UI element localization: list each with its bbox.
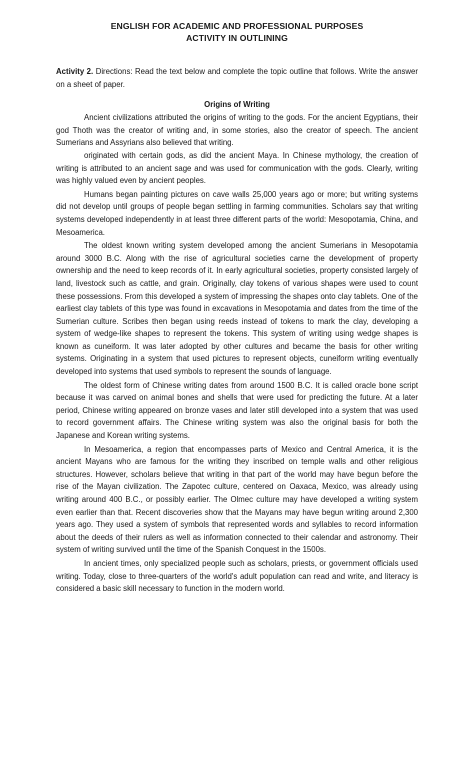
paragraph-1: Ancient civilizations attributed the origins of writing to the gods. For the ancient Egyptians, their god Thoth was the creator of writing and, in some stories, also the creator of speech. The ancient Sumerians and Assyrians also believed that writing.: [56, 113, 418, 148]
activity-directions: [56, 66, 418, 91]
paragraph-6: In Mesoamerica, a region that encompasses parts of Mexico and Central America, it is the ancient Mayans who are famous for the writing they inscribed on temple walls and other religious structures. However, scholars believe that writing in that part of the world may have begun before the rise of the Mayan civilization. The Zapotec culture, centered on Oaxaca, Mexico, was already using writing around 400 B.C., or possibly earlier. The Olmec culture may have developed a writing system even earlier than that. Recent discoveries show that the Mayans may have begun writing around 2,300 years ago. They used a system of symbols that represented words and syllables to record information about the deeds of their rulers as well as information connected to their calendar and astronomy. Their system of writing survived until the time of the Spanish Conquest in the 1500s.: [56, 444, 418, 555]
paragraph-4: The oldest known writing system developed among the ancient Sumerians in Mesopotamia around 3000 B.C. Along with the rise of agricultural societies carne the development of property ownership and the need to keep records of it. In early agricultural societies, property consisted largely of land, livestock such as cattle, and grain. Originally, clay tokens of various shapes were used to count these possessions. From this developed a system of impressing the shapes onto clay tablets. One of the earliest clay tablets of this type was found in excavations in Mesopotamia and dates from the time of the Sumerian culture. Scribes then began using reeds instead of tokens to mark the clay, developing a system of wedge-like shapes to represent the tokens. This system of writing using wedge shapes is known as cuneiform. It was later adopted by other cultures and became the basis for other writing systems. Originating in a system that used pictures to represent objects, cuneiform writing eventually developed into systems that used symbols to represent the sounds of language.: [56, 241, 418, 377]
course-title: ENGLISH FOR ACADEMIC AND PROFESSIONAL PURPOSES: [110, 21, 364, 31]
directions-text: Directions: Read the text below and complete the topic outline that follows. Write the answer on a sheet of paper.: [56, 67, 418, 89]
activity-label: Activity 2.: [56, 67, 94, 76]
activity-title: ACTIVITY IN OUTLINING: [186, 33, 288, 43]
article-title: Origins of Writing: [204, 100, 270, 110]
paragraph-2: originated with certain gods, as did the ancient Maya. In Chinese mythology, the creation of writing is attributed to an ancient sage and was used for communication with the gods. Clearly, writing was highly valued even by ancient peoples.: [56, 150, 418, 186]
paragraph-7: In ancient times, only specialized people such as scholars, priests, or government officials used writing. Today, close to three-quarters of the world's adult population can read and write, and literacy is considered a basic skill necessary to function in the modern world.: [56, 558, 418, 594]
paragraph-5: The oldest form of Chinese writing dates from around 1500 B.C. It is called oracle bone script because it was carved on animal bones and shells that were used for predicting the future. At a later period, Chinese writing appeared on bronze vases and later still developed into a system that was used to record government affairs. The Chinese writing system was also the original basis for both the Japanese and Korean writing systems.: [56, 380, 418, 441]
paragraph-3: Humans began painting pictures on cave walls 25,000 years ago or more; but writing systems did not develop until groups of people began settling in farming communities. Scholars say that writing systems developed independently in at least three different parts of the world: Mesopotamia, China, and Mesoamerica.: [56, 189, 418, 237]
document-header: [56, 20, 418, 44]
